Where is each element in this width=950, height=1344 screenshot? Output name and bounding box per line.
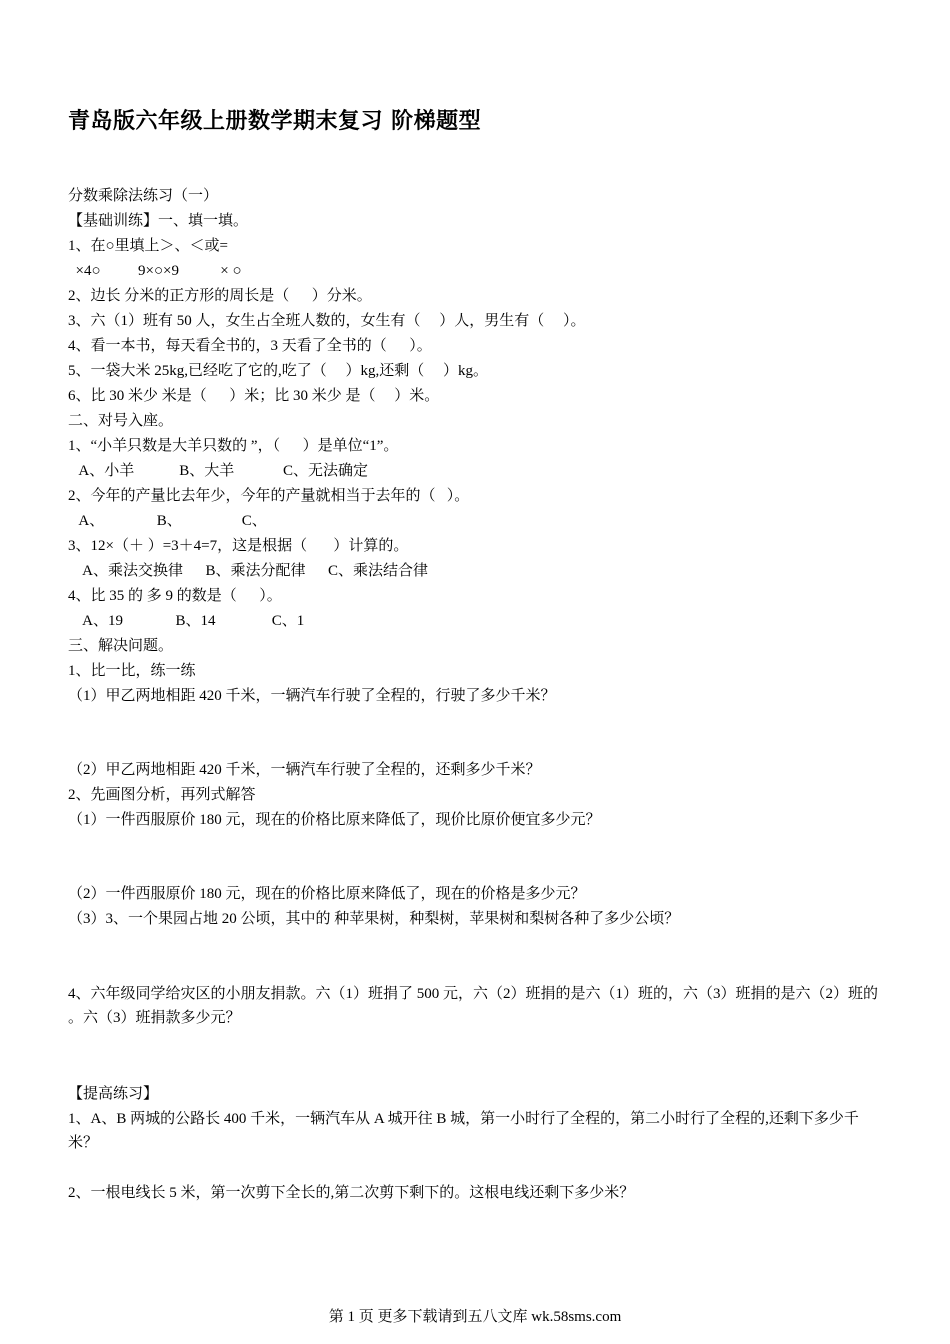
text-line: 1、比一比，练一练 bbox=[68, 663, 196, 679]
page-title: 青岛版六年级上册数学期末复习 阶梯题型 bbox=[68, 109, 482, 134]
text-line: （1）一件西服原价 180 元，现在的价格比原来降低了，现价比原价便宜多少元？ bbox=[68, 812, 601, 828]
text-line: 4、看一本书，每天看全书的，3 天看了全书的（ ）。 bbox=[68, 338, 432, 354]
text-line: 2、先画图分析，再列式解答 bbox=[68, 787, 256, 803]
text-line: 【基础训练】一、填一填。 bbox=[68, 213, 249, 229]
text-line: 3、六（1）班有 50 人，女生占全班人数的，女生有（ ）人，男生有（ ）。 bbox=[68, 313, 586, 329]
text-line: 2、边长 分米的正方形的周长是（ ）分米。 bbox=[68, 288, 372, 304]
text-line: 1、A、B 两城的公路长 400 千米，一辆汽车从 A 城开往 B 城，第一小时行了全程的，第二小时行了全程的,还剩下多少千米？ bbox=[68, 1111, 859, 1151]
text-line: 6、比 30 米少 米是（ ）米；比 30 米少 是（ ）米。 bbox=[68, 388, 440, 404]
text-line: 分数乘除法练习（一） bbox=[68, 188, 219, 204]
text-line: 4、六年级同学给灾区的小朋友捐款。六（1）班捐了 500 元，六（2）班捐的是六（1）班的，六（3）班捐的是六（2）班的 。六（3）班捐款多少元？ bbox=[68, 986, 879, 1026]
text-line: A、19 B、14 C、1 bbox=[68, 613, 305, 629]
text-line: （3）3、一个果园占地 20 公顷，其中的 种苹果树，种梨树，苹果树和梨树各种了多少公顷？ bbox=[68, 911, 680, 927]
text-line: 4、比 35 的 多 9 的数是（ ）。 bbox=[68, 588, 282, 604]
text-line: （1）甲乙两地相距 420 千米，一辆汽车行驶了全程的，行驶了多少千米？ bbox=[68, 688, 556, 704]
text-line: 2、一根电线长 5 米，第一次剪下全长的,第二次剪下剩下的。这根电线还剩下多少米？ bbox=[68, 1185, 635, 1201]
text-line: 2、今年的产量比去年少，今年的产量就相当于去年的（ ）。 bbox=[68, 488, 470, 504]
text-line: A、 B、 C、 bbox=[68, 513, 267, 529]
text-line: ×4○ 9×○×9 × ○ bbox=[68, 263, 242, 279]
text-line: 【提高练习】 bbox=[68, 1086, 159, 1102]
text-line: 1、在○里填上＞、＜或= bbox=[68, 238, 229, 254]
text-line: （2）甲乙两地相距 420 千米，一辆汽车行驶了全程的，还剩多少千米？ bbox=[68, 762, 541, 778]
text-line: 3、12×（＋ ）=3＋4=7，这是根据（ ）计算的。 bbox=[68, 538, 409, 554]
text-line: （2）一件西服原价 180 元，现在的价格比原来降低了，现在的价格是多少元？ bbox=[68, 886, 586, 902]
text-line: A、小羊 B、大羊 C、无法确定 bbox=[68, 463, 369, 479]
text-line: 三、解决问题。 bbox=[68, 638, 174, 654]
text-line: 1、“小羊只数是大羊只数的 ”，（ ）是单位“1”。 bbox=[68, 438, 399, 454]
text-line: 二、对号入座。 bbox=[68, 413, 174, 429]
page-footer: 第 1 页 更多下载请到五八文库 wk.58sms.com bbox=[328, 1309, 622, 1325]
text-line: A、乘法交换律 B、乘法分配律 C、乘法结合律 bbox=[68, 563, 429, 579]
text-line: 5、一袋大米 25kg,已经吃了它的,吃了（ ）kg,还剩（ ）kg。 bbox=[68, 363, 489, 379]
